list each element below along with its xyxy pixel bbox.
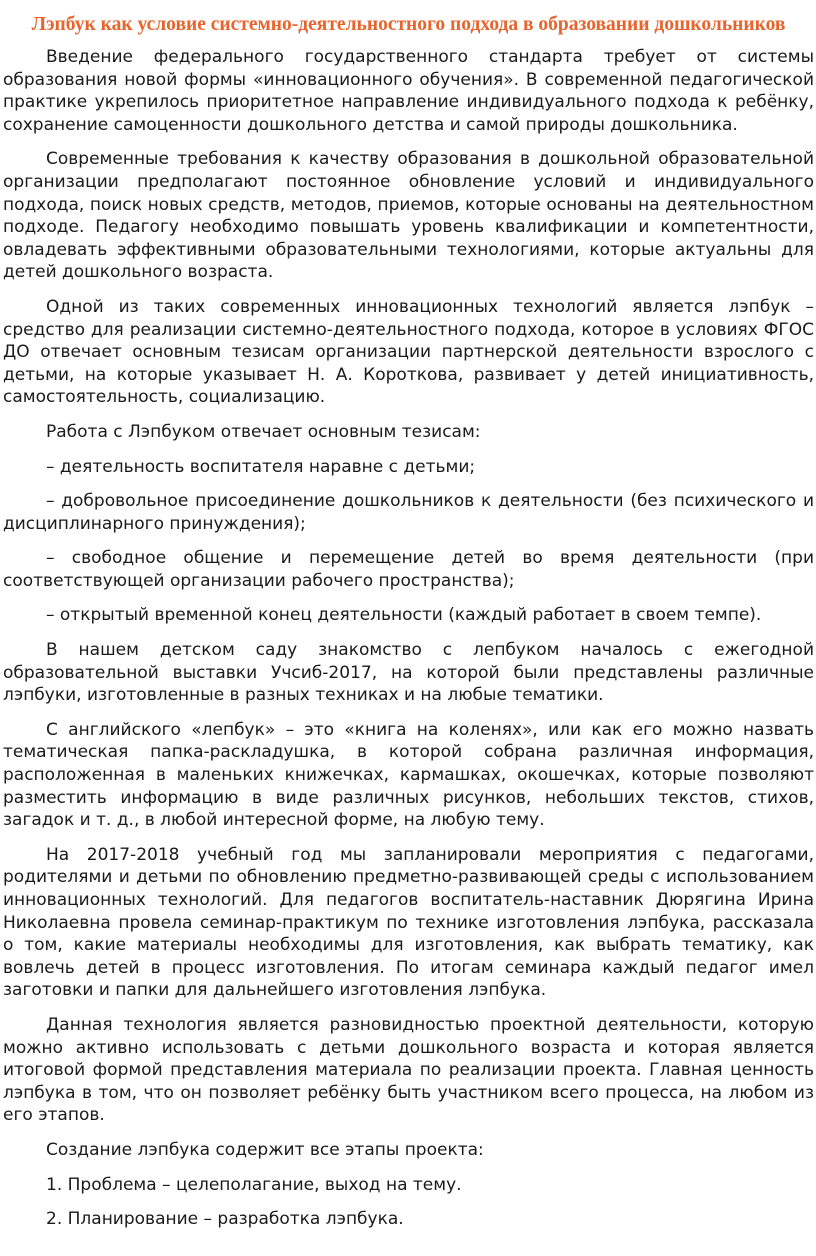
- paragraph-project-activity: Данная технология является разновидностью проектной деятельности, которую можно активно использовать с детьми дошкольного возраста и которая является итоговой формой представления материала по реализации проекта. Главная ценность лэпбука в том, что он позволяет ребёнку быть участником всего процесса, на любом из его этапов.: [3, 1014, 814, 1126]
- paragraph-theses-intro: Работа с Лэпбуком отвечает основным тезисам:: [46, 421, 481, 442]
- list-item: – свободное общение и перемещение детей во время деятельности (при соответствующей организации рабочего пространства);: [3, 548, 814, 591]
- list-item: 2. Планирование – разработка лэпбука.: [46, 1209, 404, 1230]
- paragraph-kindergarten: В нашем детском саду знакомство с лепбуком началось с ежегодной образовательной выставки Учсиб-2017, на которой были представлены различные лэпбуки, изготовленные в разных техниках и на любые тематики.: [3, 640, 814, 706]
- paragraph-definition: С английского «лепбук» – это «книга на коленях», или как его можно назвать тематическая папка-раскладушка, в которой собрана различная информация, расположенная в маленьких книжечках, кармашках, окошечках, которые позволяют разместить информацию в виде различных рисунков, небольших текстов, стихов, загадок и т. д., в любой интересной форме, на любую тему.: [3, 719, 814, 831]
- list-item: – открытый временной конец деятельности (каждый работает в своем темпе).: [46, 605, 762, 626]
- paragraph-plans: На 2017-2018 учебный год мы запланировали мероприятия с педагогами, родителями и детьми по обновлению предметно-развивающей среды с использованием инновационных технологий. Для педагогов воспитатель-наставник Дюрягина Ирина Николаевна провела семинар-практикум по технике изготовления лэпбука, рассказала о том, какие материалы необходимы для изготовления, как выбрать тематику, как вовлечь детей в процесс изготовления. По итогам семинара каждый педагог имел заготовки и папки для дальнейшего изготовления лэпбука.: [3, 844, 814, 1001]
- paragraph-requirements: Современные требования к качеству образования в дошкольной образовательной организации предполагают постоянное обновление условий и индивидуального подхода, поиск новых средств, методов, приемов, которые основаны на деятельностном подходе. Педагогу необходимо повышать уровень квалификации и компетентности, овладевать эффективными образовательными технологиями, которые актуальны для детей дошкольного возраста.: [3, 149, 814, 283]
- list-item: 1. Проблема – целеполагание, выход на тему.: [46, 1174, 462, 1195]
- paragraph-lapbook-technology: Одной из таких современных инновационных технологий является лэпбук – средство для реализации системно-деятельностного подхода, которое в условиях ФГОС ДО отвечает основным тезисам организации партнерской деятельности взрослого с детьми, на которые указывает Н. А. Короткова, развивает у детей инициативность, самостоятельность, социализацию.: [3, 296, 814, 408]
- list-item: – деятельность воспитателя наравне с детьми;: [46, 456, 476, 477]
- document-title: Лэпбук как условие системно-деятельностного подхода в образовании дошкольников: [31, 14, 786, 35]
- paragraph-stages-intro: Создание лэпбука содержит все этапы проекта:: [46, 1139, 484, 1160]
- paragraph-intro: Введение федерального государственного стандарта требует от системы образования новой формы «инновационного обучения». В современной педагогической практике укрепилось приоритетное направление индивидуального подхода к ребёнку, сохранение самоценности дошкольного детства и самой природы дошкольника.: [3, 47, 814, 135]
- list-item: – добровольное присоединение дошкольников к деятельности (без психического и дисциплинарного принуждения);: [3, 491, 814, 534]
